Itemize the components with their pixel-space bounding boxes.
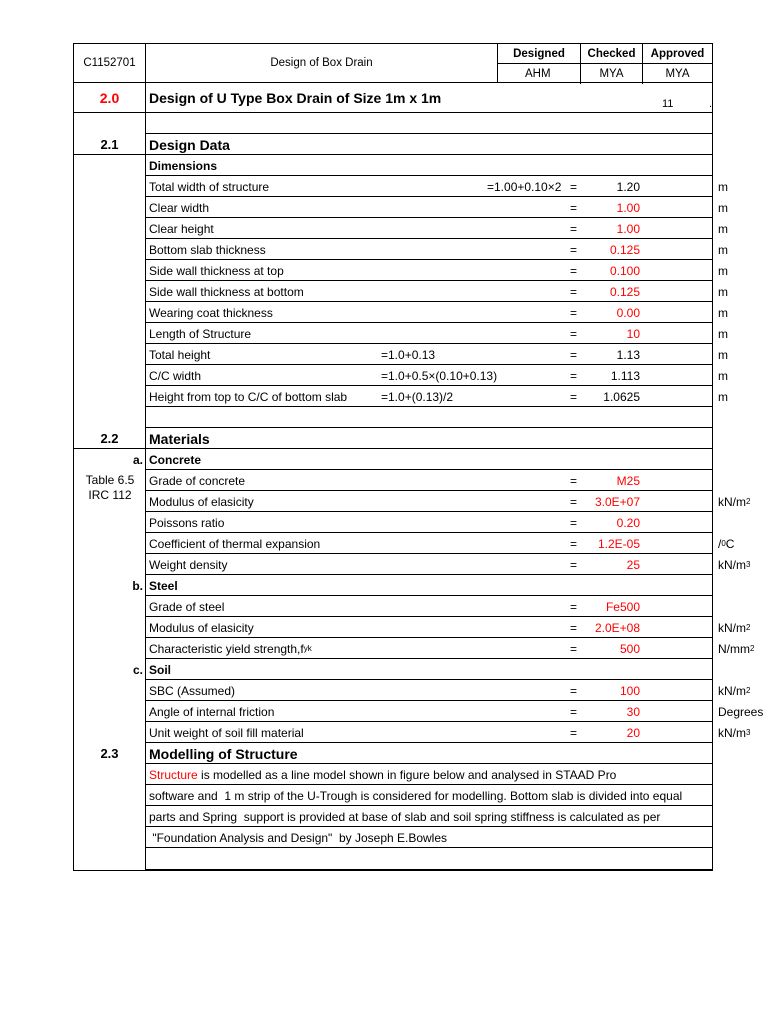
equals-sign: = [570, 242, 578, 257]
blank-cell [74, 407, 146, 428]
section-2-2-content [147, 428, 712, 449]
parameter-label [149, 680, 235, 701]
blank-cell [74, 722, 146, 743]
paragraph-line-4 [74, 827, 712, 848]
blank-cell [74, 827, 146, 848]
dimension-row-content [147, 176, 728, 197]
material-row-content [147, 680, 751, 701]
calculation-sheet [73, 43, 764, 871]
dimension-row-content [147, 239, 728, 260]
soil-heading-content [147, 659, 712, 680]
dimension-row [74, 323, 728, 344]
parameter-value: 500 [619, 641, 640, 656]
section-title: Modelling of Structure [149, 745, 298, 762]
parameter-label-text: Poissons ratio [149, 515, 225, 530]
concrete-heading-content [147, 449, 712, 470]
parameter-unit: kN/m 2 [718, 494, 751, 509]
parameter-label [149, 596, 224, 617]
section-2-0-content [147, 83, 712, 113]
material-row-content [147, 512, 712, 533]
material-row-content [147, 638, 755, 659]
paragraph-highlight: Structure [149, 767, 198, 782]
parameter-label: Side wall thickness at bottom [149, 284, 304, 299]
parameter-value: 1.00 [616, 200, 640, 215]
paragraph-line-3 [74, 806, 712, 827]
page-number: 11 [662, 98, 674, 110]
section-2-1-content [147, 134, 712, 155]
sub-letter: a. [74, 449, 146, 470]
designed-by: AHM [525, 68, 551, 80]
blank-cell [74, 638, 146, 659]
section-number: 2.1 [74, 134, 146, 155]
parameter-formula: =1.0+0.13 [381, 347, 436, 362]
unit-text: kN/m [718, 683, 746, 698]
parameter-unit: m [718, 326, 728, 341]
blank-cell [74, 323, 146, 344]
equals-sign: = [570, 389, 578, 404]
sub-letter: c. [74, 659, 146, 680]
parameter-label: Bottom slab thickness [149, 242, 266, 257]
blank-cell [74, 281, 146, 302]
equals-sign: = [570, 494, 578, 509]
dimension-rows [74, 176, 728, 407]
sub-letter: b. [74, 575, 146, 596]
dimension-row-content [147, 302, 728, 323]
unit-text: kN/m [718, 725, 746, 740]
paragraph-text: parts and Spring support is provided at base of slab and soil spring stiffness is calculated as per [149, 809, 661, 824]
blank-cell [74, 554, 146, 575]
checked-label: Checked [581, 44, 642, 64]
parameter-unit: m [718, 305, 728, 320]
blank-cell [74, 617, 146, 638]
unit-text: kN/m [718, 620, 746, 635]
parameter-label: Side wall thickness at top [149, 263, 284, 278]
blank-cell [74, 365, 146, 386]
dimension-row-content [147, 218, 728, 239]
material-row-content [147, 617, 751, 638]
section-2-1-row [74, 134, 712, 155]
blank-cell [74, 239, 146, 260]
parameter-formula: =1.0+(0.13)/2 [381, 389, 454, 404]
material-row-content [147, 470, 712, 491]
paragraph-text: "Foundation Analysis and Design" by Joseph E.Bowles [149, 830, 448, 845]
parameter-value: 1.20 [616, 179, 640, 194]
approved-label: Approved [643, 44, 712, 64]
sheet-header [73, 43, 713, 83]
parameter-value: 0.125 [609, 242, 640, 257]
equals-sign: = [570, 284, 578, 299]
parameter-label: Wearing coat thickness [149, 305, 273, 320]
parameter-value: 25 [626, 557, 640, 572]
parameter-label: Total height [149, 347, 211, 362]
blank-row [74, 113, 712, 134]
paragraph-rest: is modelled as a line model shown in figure below and analysed in STAAD Pro [197, 767, 617, 782]
material-row [74, 617, 751, 638]
paragraph-text: software and 1 m strip of the U-Trough is considered for modelling. Bottom slab is divided into equal [149, 788, 683, 803]
parameter-value: Fe500 [605, 599, 640, 614]
parameter-label-text: Modulus of elasicity [149, 620, 254, 635]
sheet-body [73, 83, 764, 871]
material-row [74, 638, 755, 659]
material-row-content [147, 533, 735, 554]
parameter-label-text: Coefficient of thermal expansion [149, 536, 321, 551]
section-2-0-row [74, 83, 712, 113]
blank-cell [74, 113, 146, 134]
equals-sign: = [570, 620, 578, 635]
blank-cell [74, 218, 146, 239]
sub-heading: Soil [149, 662, 172, 677]
dimension-row [74, 281, 728, 302]
paragraph-line-1 [74, 764, 712, 785]
dimension-row-content [147, 344, 728, 365]
blank-cell [74, 785, 146, 806]
parameter-label: Height from top to C/C of bottom slab [149, 389, 348, 404]
parameter-unit: N/mm 2 [718, 641, 755, 656]
parameter-unit: m [718, 347, 728, 362]
dimension-row [74, 344, 728, 365]
section-title: Design Data [149, 136, 230, 153]
unit-text: Degrees [718, 704, 764, 719]
page-dot: . [709, 98, 713, 110]
blank-cell [74, 848, 146, 870]
dimension-row [74, 302, 728, 323]
reference-line-1: Table 6.5 [85, 473, 135, 487]
blank-cell [74, 176, 146, 197]
dimension-row-content [147, 386, 728, 407]
parameter-unit: / 0 C [718, 536, 735, 551]
parameter-label-text: Angle of internal friction [149, 704, 275, 719]
material-row-content [147, 554, 751, 575]
unit-text: C [725, 536, 735, 551]
equals-sign: = [570, 473, 578, 488]
equals-sign: = [570, 263, 578, 278]
material-row [74, 680, 751, 701]
paragraph-line-2-content [147, 785, 712, 806]
dimension-row [74, 197, 728, 218]
equals-sign: = [570, 326, 578, 341]
parameter-unit: m [718, 389, 728, 404]
parameter-label-text: Modulus of elasicity [149, 494, 254, 509]
paragraph-line-3-content [147, 806, 712, 827]
dimension-row [74, 218, 728, 239]
parameter-label [149, 470, 245, 491]
material-row [74, 554, 751, 575]
material-row-content [147, 722, 751, 743]
parameter-unit: m [718, 263, 728, 278]
material-row [74, 470, 712, 491]
checked-cell [581, 44, 643, 84]
blank-row [74, 407, 712, 428]
parameter-unit [718, 701, 763, 722]
parameter-unit: kN/m 3 [718, 557, 751, 572]
blank-cell [74, 701, 146, 722]
blank-cell [74, 344, 146, 365]
parameter-label: C/C width [149, 368, 202, 383]
parameter-label [149, 491, 254, 512]
section-title: Design of U Type Box Drain of Size 1m x 1m [149, 90, 442, 106]
material-row-content [147, 491, 751, 512]
dimensions-content [147, 155, 712, 176]
blank-cell [74, 386, 146, 407]
parameter-label-text: Grade of concrete [149, 473, 246, 488]
parameter-unit: m [718, 242, 728, 257]
blank-cell [74, 155, 146, 176]
checked-by: MYA [599, 68, 624, 80]
parameter-unit: kN/m 3 [718, 725, 751, 740]
dimension-row-content [147, 365, 728, 386]
sub-heading: Steel [149, 578, 178, 593]
equals-sign: = [570, 179, 578, 194]
equals-sign: = [570, 683, 578, 698]
parameter-label-text: Grade of steel [149, 599, 225, 614]
material-row [74, 722, 751, 743]
dimension-row [74, 386, 728, 407]
dimension-row [74, 239, 728, 260]
section-2-3-row [74, 743, 712, 764]
approved-by: MYA [665, 68, 690, 80]
dimension-row-content [147, 197, 728, 218]
paragraph-line-1-content [147, 764, 712, 785]
blank-cell [74, 680, 146, 701]
soil-heading-row [74, 659, 712, 680]
equals-sign: = [570, 599, 578, 614]
parameter-value: 2.0E+08 [594, 620, 640, 635]
material-row [74, 512, 712, 533]
dimension-row [74, 176, 728, 197]
parameter-label: Clear width [149, 200, 210, 215]
document-title: Design of Box Drain [146, 44, 498, 82]
steel-heading-content [147, 575, 712, 596]
equals-sign: = [570, 305, 578, 320]
blank-cell [74, 512, 146, 533]
designed-label: Designed [498, 44, 580, 64]
parameter-label-text: Characteristic yield strength,f [149, 641, 304, 656]
parameter-value: 1.0625 [603, 389, 640, 404]
blank-cell [74, 302, 146, 323]
parameter-formula: =1.0+0.5×(0.10+0.13) [381, 368, 498, 383]
dimensions-label: Dimensions [149, 158, 218, 173]
parameter-value: 0.100 [609, 263, 640, 278]
parameter-unit: m [718, 221, 728, 236]
section-2-2-row [74, 428, 712, 449]
blank-cell [74, 764, 146, 785]
material-row-content [147, 596, 712, 617]
blank-row [74, 848, 712, 870]
parameter-value: M25 [616, 473, 640, 488]
equals-sign: = [570, 557, 578, 572]
unit-text: N/mm [718, 641, 750, 656]
parameter-label-text: Weight density [149, 557, 228, 572]
equals-sign: = [570, 221, 578, 236]
equals-sign: = [570, 725, 578, 740]
parameter-label [149, 701, 274, 722]
parameter-unit: m [718, 179, 728, 194]
parameter-label [149, 722, 304, 743]
parameter-value: 0.125 [609, 284, 640, 299]
approved-cell [643, 44, 712, 84]
equals-sign: = [570, 704, 578, 719]
parameter-label-text: Unit weight of soil fill material [149, 725, 304, 740]
equals-sign: = [570, 368, 578, 383]
section-title: Materials [149, 430, 210, 447]
parameter-unit: kN/m 2 [718, 620, 751, 635]
designed-cell [498, 44, 581, 84]
unit-text: kN/m [718, 494, 746, 509]
parameter-formula: =1.00+0.10×2 [487, 179, 562, 194]
material-row [74, 701, 764, 722]
dimension-row-content [147, 260, 728, 281]
parameter-value: 1.13 [616, 347, 640, 362]
dimension-row [74, 260, 728, 281]
parameter-label-text: SBC (Assumed) [149, 683, 236, 698]
material-row [74, 491, 751, 512]
parameter-label [149, 554, 228, 575]
parameter-label [149, 533, 320, 554]
parameter-value: 10 [626, 326, 640, 341]
material-row [74, 596, 712, 617]
dimension-row [74, 365, 728, 386]
parameter-value: 20 [626, 725, 640, 740]
equals-sign: = [570, 515, 578, 530]
sub-heading: Concrete [149, 452, 202, 467]
section-number: 2.0 [74, 83, 146, 113]
parameter-label [149, 617, 254, 638]
material-row-content [147, 701, 764, 722]
parameter-value: 1.00 [616, 221, 640, 236]
parameter-unit: kN/m 2 [718, 683, 751, 698]
unit-prefix: / [718, 536, 722, 551]
paragraph-line-2 [74, 785, 712, 806]
steel-heading-row [74, 575, 712, 596]
reference-cell [74, 470, 146, 502]
parameter-value: 0.00 [616, 305, 640, 320]
dimension-row-content [147, 323, 728, 344]
parameter-value: 0.20 [616, 515, 640, 530]
blank-cell [74, 197, 146, 218]
parameter-value: 1.2E-05 [597, 536, 640, 551]
section-number: 2.2 [74, 428, 146, 449]
parameter-label: Characteristic yield strength,f yk [149, 641, 312, 656]
parameter-unit: m [718, 284, 728, 299]
dimension-row-content [147, 281, 728, 302]
section-2-3-content [147, 743, 712, 764]
paragraph-line-4-content [147, 827, 712, 848]
parameter-value: 30 [626, 704, 640, 719]
parameter-unit: m [718, 368, 728, 383]
blank-cell [74, 806, 146, 827]
equals-sign: = [570, 200, 578, 215]
equals-sign: = [570, 347, 578, 362]
material-rows [74, 449, 764, 743]
blank-cell [74, 596, 146, 617]
parameter-label: Total width of structure [149, 179, 270, 194]
reference-line-2: IRC 112 [88, 488, 132, 502]
dimensions-row [74, 155, 712, 176]
parameter-label: Clear height [149, 221, 214, 236]
paragraph-text [149, 764, 616, 785]
parameter-value: 3.0E+07 [594, 494, 640, 509]
parameter-value: 1.113 [610, 368, 640, 383]
parameter-label: Length of Structure [149, 326, 252, 341]
blank-cell [74, 260, 146, 281]
parameter-label [149, 512, 224, 533]
material-row [74, 533, 735, 554]
parameter-unit: m [718, 200, 728, 215]
section-number: 2.3 [74, 743, 146, 764]
equals-sign: = [570, 536, 578, 551]
document-number: C1152701 [74, 44, 146, 82]
parameter-value: 100 [619, 683, 640, 698]
unit-text: kN/m [718, 557, 746, 572]
equals-sign: = [570, 641, 578, 656]
blank-cell [74, 533, 146, 554]
concrete-heading-row [74, 449, 712, 470]
